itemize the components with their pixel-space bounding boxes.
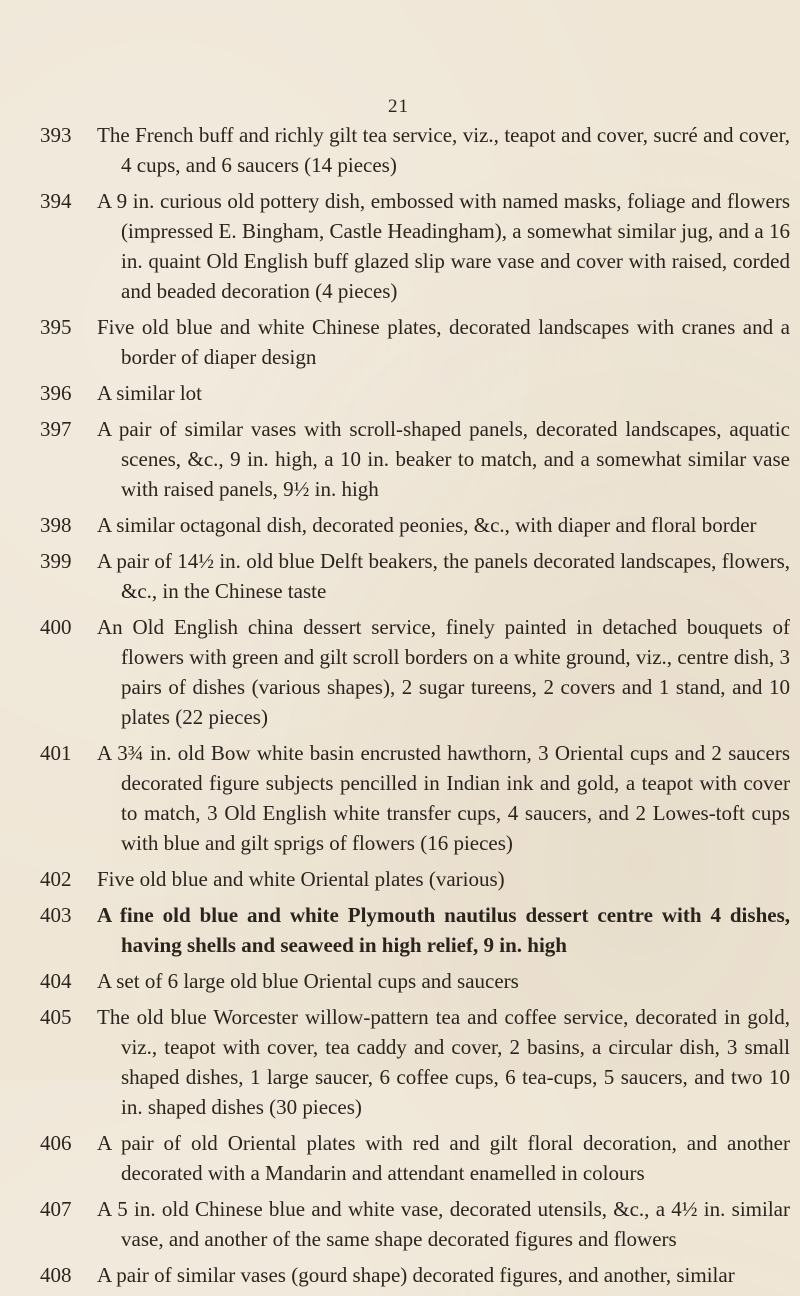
lot-entry [40, 546, 790, 606]
lot-entry [40, 864, 790, 894]
lot-description: A pair of 14½ in. old blue Delft beakers, the panels decorated landscapes, flowers, &c., in the Chinese taste [97, 549, 790, 603]
lot-number: 393 [40, 123, 72, 147]
lot-description: Five old blue and white Chinese plates, decorated landscapes with cranes and a border of diaper design [97, 315, 790, 369]
lot-entry [40, 1002, 790, 1122]
lot-description: A 9 in. curious old pottery dish, embossed with named masks, foliage and flowers (impressed E. Bingham, Castle Headingham), a somewhat similar jug, and a 16 in. quaint Old English buff glazed slip ware vase and cover with raised, corded and beaded decoration (4 pieces) [97, 189, 790, 303]
lot-entry [40, 186, 790, 306]
lot-description: A similar octagonal dish, decorated peonies, &c., with diaper and floral border [97, 513, 757, 537]
lot-number: 403 [40, 903, 72, 927]
lot-entry [40, 1194, 790, 1254]
lot-number: 407 [40, 1197, 72, 1221]
lot-number: 399 [40, 549, 72, 573]
lot-number: 398 [40, 513, 72, 537]
lot-number: 400 [40, 615, 72, 639]
lot-entry [40, 312, 790, 372]
lot-entry [40, 1260, 790, 1290]
lot-number: 405 [40, 1005, 72, 1029]
lot-number: 408 [40, 1263, 72, 1287]
lot-entry [40, 612, 790, 732]
lot-number: 397 [40, 417, 72, 441]
lot-description: A set of 6 large old blue Oriental cups and saucers [97, 969, 519, 993]
lot-number: 402 [40, 867, 72, 891]
lot-entry [40, 966, 790, 996]
lot-number: 394 [40, 189, 72, 213]
lot-description: A fine old blue and white Plymouth nautilus dessert centre with 4 dishes, having shells and seaweed in high relief, 9 in. high [97, 903, 790, 957]
lot-entry [40, 510, 790, 540]
lot-entry [40, 1128, 790, 1188]
lot-number: 401 [40, 741, 72, 765]
lot-description: A 5 in. old Chinese blue and white vase, decorated utensils, &c., a 4½ in. similar vase, and another of the same shape decorated figures and flowers [97, 1197, 790, 1251]
lot-description: A pair of old Oriental plates with red and gilt floral decoration, and another decorated with a Mandarin and attendant enamelled in colours [97, 1131, 790, 1185]
lot-entry [40, 120, 790, 180]
lot-number: 396 [40, 381, 72, 405]
lot-entry [40, 738, 790, 858]
lot-list [40, 120, 790, 1296]
lot-number: 395 [40, 315, 72, 339]
lot-description: Five old blue and white Oriental plates (various) [97, 867, 505, 891]
lot-description: A 3¾ in. old Bow white basin encrusted hawthorn, 3 Oriental cups and 2 saucers decorated figure subjects pencilled in Indian ink and gold, a teapot with cover to match, 3 Old English white transfer cups, 4 saucers, and 2 Lowes-toft cups with blue and gilt sprigs of flowers (16 pieces) [97, 741, 790, 855]
page-number: 21 [388, 96, 409, 117]
lot-number: 404 [40, 969, 72, 993]
lot-description: A pair of similar vases with scroll-shaped panels, decorated landscapes, aquatic scenes, &c., 9 in. high, a 10 in. beaker to match, and a somewhat similar vase with raised panels, 9½ in. high [97, 417, 790, 501]
lot-entry [40, 414, 790, 504]
lot-entry [40, 378, 790, 408]
lot-description: A similar lot [97, 381, 202, 405]
lot-description: The old blue Worcester willow-pattern tea and coffee service, decorated in gold, viz., teapot with cover, tea caddy and cover, 2 basins, a circular dish, 3 small shaped dishes, 1 large saucer, 6 coffee cups, 6 tea-cups, 5 saucers, and two 10 in. shaped dishes (30 pieces) [97, 1005, 790, 1119]
lot-number: 406 [40, 1131, 72, 1155]
lot-description: The French buff and richly gilt tea service, viz., teapot and cover, sucré and cover, 4 cups, and 6 saucers (14 pieces) [97, 123, 790, 177]
lot-description: An Old English china dessert service, finely painted in detached bouquets of flowers with green and gilt scroll borders on a white ground, viz., centre dish, 3 pairs of dishes (various shapes), 2 sugar tureens, 2 covers and 1 stand, and 10 plates (22 pieces) [97, 615, 790, 729]
lot-description: A pair of similar vases (gourd shape) decorated figures, and another, similar [97, 1263, 735, 1287]
lot-entry [40, 900, 790, 960]
